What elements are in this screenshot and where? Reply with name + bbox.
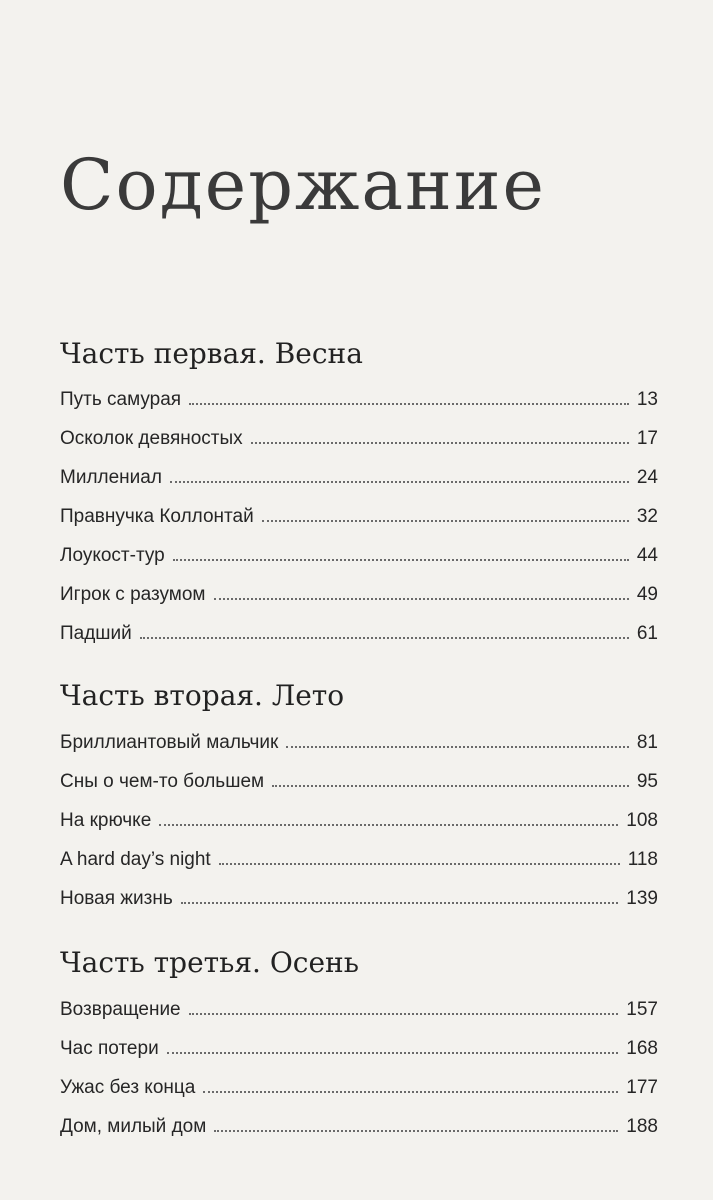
toc-entry[interactable] xyxy=(60,1032,658,1058)
dot-leader xyxy=(140,637,629,639)
entry-title: Путь самурая xyxy=(60,389,182,410)
part-title-3: Часть третья. Осень xyxy=(60,946,359,979)
entry-page-number: 13 xyxy=(636,389,658,410)
entry-page-number: 49 xyxy=(636,584,658,605)
toc-title: Содержание xyxy=(60,144,546,226)
toc-entry[interactable] xyxy=(60,422,658,448)
entry-page-number: 139 xyxy=(626,888,658,909)
entry-title: Дом, милый дом xyxy=(60,1116,207,1137)
entry-page-number: 95 xyxy=(636,771,658,792)
toc-entry[interactable] xyxy=(60,843,658,869)
entry-title: Игрок с разумом xyxy=(60,584,206,605)
entry-title: Возвращение xyxy=(60,999,181,1020)
toc-entry[interactable] xyxy=(60,500,658,526)
dot-leader xyxy=(251,442,629,444)
entry-title: Бриллиантовый мальчик xyxy=(60,732,279,753)
entry-title: Ужас без конца xyxy=(60,1077,196,1098)
entry-page-number: 177 xyxy=(626,1077,658,1098)
entry-title: Сны о чем-то большем xyxy=(60,771,265,792)
entry-page-number: 168 xyxy=(626,1038,658,1059)
entry-title: Час потери xyxy=(60,1038,159,1059)
entry-title: На крючке xyxy=(60,810,152,831)
entry-page-number: 24 xyxy=(636,467,658,488)
toc-entry[interactable] xyxy=(60,1071,658,1097)
entry-page-number: 32 xyxy=(636,506,658,527)
dot-leader xyxy=(189,1013,619,1015)
dot-leader xyxy=(159,824,618,826)
toc-entry[interactable] xyxy=(60,726,658,752)
dot-leader xyxy=(181,902,619,904)
toc-entry[interactable] xyxy=(60,617,658,643)
toc-entry[interactable] xyxy=(60,993,658,1019)
entry-page-number: 118 xyxy=(627,849,658,870)
entry-page-number: 61 xyxy=(636,623,658,644)
dot-leader xyxy=(173,559,629,561)
entry-page-number: 81 xyxy=(636,732,658,753)
dot-leader xyxy=(214,598,629,600)
dot-leader xyxy=(286,746,628,748)
entry-title: Новая жизнь xyxy=(60,888,173,909)
toc-entry[interactable] xyxy=(60,539,658,565)
toc-entry[interactable] xyxy=(60,461,658,487)
toc-entry[interactable] xyxy=(60,578,658,604)
toc-entry[interactable] xyxy=(60,882,658,908)
toc-entry[interactable] xyxy=(60,1110,658,1136)
entry-page-number: 157 xyxy=(626,999,658,1020)
part-title-1: Часть первая. Весна xyxy=(60,337,363,370)
dot-leader xyxy=(189,403,629,405)
entry-title: A hard day’s night xyxy=(60,849,211,870)
part-title-2: Часть вторая. Лето xyxy=(60,679,345,712)
toc-entry[interactable] xyxy=(60,383,658,409)
toc-entry[interactable] xyxy=(60,765,658,791)
entry-title: Осколок девяностых xyxy=(60,428,243,449)
dot-leader xyxy=(167,1052,619,1054)
dot-leader xyxy=(214,1130,618,1132)
entry-page-number: 108 xyxy=(626,810,658,831)
entry-title: Лоукост-тур xyxy=(60,545,165,566)
dot-leader xyxy=(203,1091,618,1093)
dot-leader xyxy=(170,481,629,483)
entry-page-number: 188 xyxy=(626,1116,658,1137)
entry-title: Миллениал xyxy=(60,467,162,488)
entry-page-number: 17 xyxy=(636,428,658,449)
entry-title: Правнучка Коллонтай xyxy=(60,506,254,527)
entry-page-number: 44 xyxy=(636,545,658,566)
dot-leader xyxy=(219,863,620,865)
toc-entry[interactable] xyxy=(60,804,658,830)
entry-title: Падший xyxy=(60,623,132,644)
dot-leader xyxy=(272,785,629,787)
dot-leader xyxy=(262,520,629,522)
